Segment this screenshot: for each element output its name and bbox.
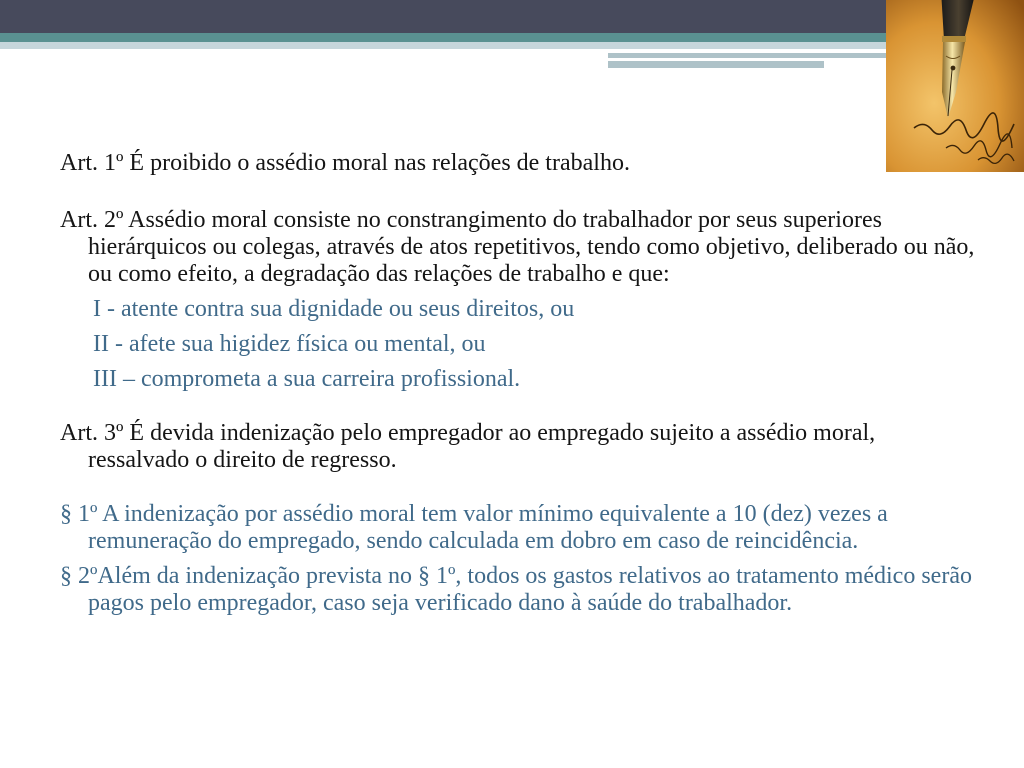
- header-accent-line-1: [608, 53, 886, 58]
- header-bar-light: [0, 42, 886, 49]
- paragraph-1: § 1º A indenização por assédio moral tem valor mínimo equivalente a 10 (dez) vezes a remuneração do empregado, sendo calculada em dobro em caso de reincidência.: [60, 501, 888, 554]
- fountain-pen-image: [886, 0, 1024, 172]
- article-2: Art. 2º Assédio moral consiste no constrangimento do trabalhador por seus superiores hierárquicos ou colegas, através de atos repetitivos, tendo como objetivo, deliberado ou não, ou como efeito, a degradação das relações de trabalho e que:: [60, 207, 975, 287]
- article-2-item-i: I - atente contra sua dignidade ou seus direitos, ou: [93, 296, 575, 322]
- article-2-item-iii: III – comprometa a sua carreira profissional.: [93, 366, 521, 392]
- article-2-item-ii: II - afete sua higidez física ou mental, ou: [93, 331, 486, 357]
- header-bar-dark: [0, 0, 886, 33]
- article-3: Art. 3º É devida indenização pelo empregador ao empregado sujeito a assédio moral, ressalvado o direito de regresso.: [60, 420, 876, 473]
- slide-body: [60, 150, 980, 617]
- paragraph-2: § 2ºAlém da indenização prevista no § 1º, todos os gastos relativos ao tratamento médico serão pagos pelo empregador, caso seja verificado dano à saúde do trabalhador.: [60, 563, 972, 616]
- header-accent-line-2: [608, 61, 824, 68]
- header-bar-teal: [0, 33, 886, 42]
- article-1: Art. 1º É proibido o assédio moral nas relações de trabalho.: [60, 150, 630, 176]
